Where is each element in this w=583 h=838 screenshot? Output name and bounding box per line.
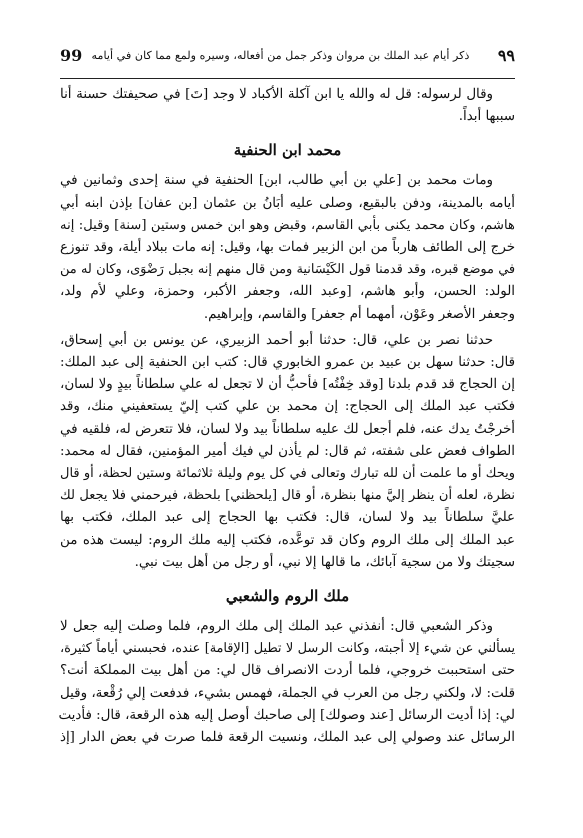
page-body [60,84,515,749]
text-line: هاشم، وكان محمد يكنى بأبي القاسم، وقبض وهو ابن خمس وستين [سنة] وقيل: إنه [60,217,515,233]
text-line: وذكر الشعبي قال: أنفذني عبد الملك إلى ملك الروم، فلما وصلت إليه جعل لا [60,619,493,635]
text-line: فكتب عبد الملك إلى الحجاج: إن محمد بن علي كتب إليّ يستعفيني منك، وقد [60,399,515,415]
section-paragraph [60,170,515,325]
page-number-latin: 99 [60,46,83,65]
text-line: وجعفر الأصغر وعَوْن، أمهما أم جعفر] والقاسم، وإبراهيم. [203,306,515,322]
text-line: إن الحجاج قد قدم بلدنا [وقد خِفْتُه] فأحبُّ أن لا تجعل له علي سلطاناً بيدٍ ولا لسان، [60,377,515,393]
text-line: وقال لرسوله: قل له والله يا ابن آكلة الأكباد لا وجد [تَ] في صحيفتك حسنة أنا [60,87,493,102]
text-line: عليَّ سلطاناً بيد ولا لسان، قال: فكتب بها الحجاج إلى عبد الملك، فكتب بها [60,510,515,526]
section-title: محمد ابن الحنفية [233,141,342,160]
text-line: سببها أبداً. [458,109,515,125]
text-line: في موضع قبره، وقد قدمنا قول الكَيْسَانية ومن قال منهم إنه بجبل رَضْوَى، وكان له من [60,262,515,278]
text-line: عبد الملك إلى ملك الروم وكان قد توعَّده، فكتب إليه ملك الروم: ليست هذه من [60,532,515,548]
text-line: ومات محمد بن [علي بن أبي طالب، ابن] الحنفية في سنة إحدى وثمانين في [60,173,493,189]
text-line: قال: حدثنا سهل بن عبيد بن عمرو الخابوري قال: كتب ابن الحنفية إلى عبد الملك: [60,355,515,371]
text-line: ويحك أو ما علمت أن لله تبارك وتعالى في كل يوم وليلة ثلاثمائة وستين لحظة، أو قال [60,466,515,482]
text-line: أخرجْتُ يدك عنه، فلم أجعل لك عليه سلطاناً بيد ولا لسان، فلا تتعرض له، فلقيه في [60,421,515,437]
text-line: لي: إذا أديت الرسائل [عند وصولك] إلى صاحبك أوصل إليه هذه الرقعة، قال: فأديت [58,707,515,723]
text-line: قلت: لا، ولكني رجل من العرب في الجملة، فهمس بشيء، فدفعت إلي رُقْعة، وقيل [60,685,515,701]
opening-paragraph [60,84,515,128]
text-line: حدثنا نصر بن علي، قال: حدثنا أبو أحمد الزبيري، عن يونس بن أبي إسحاق، [60,332,493,348]
text-line: أيامه بالمدينة، ودفن بالبقيع، وصلى عليه أبَانُ بن عثمان [بن عفان] بإذن ابنه أبي [60,195,515,211]
running-title: ذكر أيام عبد الملك بن مروان وذكر جمل من أفعاله، وسيره ولمع مما كان في أيامه [91,49,470,62]
section-paragraph [60,616,515,749]
text-line: يسألني عن شيء إلا أجبته، وكانت الرسل لا تطيل [الإقامة] عنده، فحبسني أياماً كثيرة، [60,641,515,657]
text-line: الطواف فعض على شفته، ثم قال: لم يأذن لي فيك أمير المؤمنين، فقال له محمد: [60,443,515,459]
page-header [60,42,515,79]
text-line: حتى استحببت خروجي، فلما أردت الانصراف قال لي: من أهل بيت المملكة أنت؟ [60,663,515,679]
text-line: الولد: الحسن، وأبو هاشم، [وعبد الله، وجعفر الأكبر، وحمزة، وعلي لأم ولد، [60,284,515,300]
section-paragraph [60,330,515,574]
text-line: خرج إلى الطائف هارباً من ابن الزبير فمات بها، وقيل: إنه مات ببلاد أيلة، وقد تنوزع [60,240,515,256]
text-line: سجيتك ولا من سجية آبائك، ما قالها إلا نبي، أو رجل من أهل بيت نبي. [134,554,515,570]
page-number-arabic: ٩٩ [497,46,515,65]
section-title: ملك الروم والشعبي [225,587,350,606]
text-line: نظرة، لعله أن ينظر إليَّ منها بنظرة، أو قال [يلحظني] بلحظة، فيرحمني فلا يجعل لك [60,488,515,504]
text-line: الرسائل عند وصولي إلى عبد الملك، ونسيت الرقعة فلما صرت في بعض الدار [إذ [60,730,515,746]
